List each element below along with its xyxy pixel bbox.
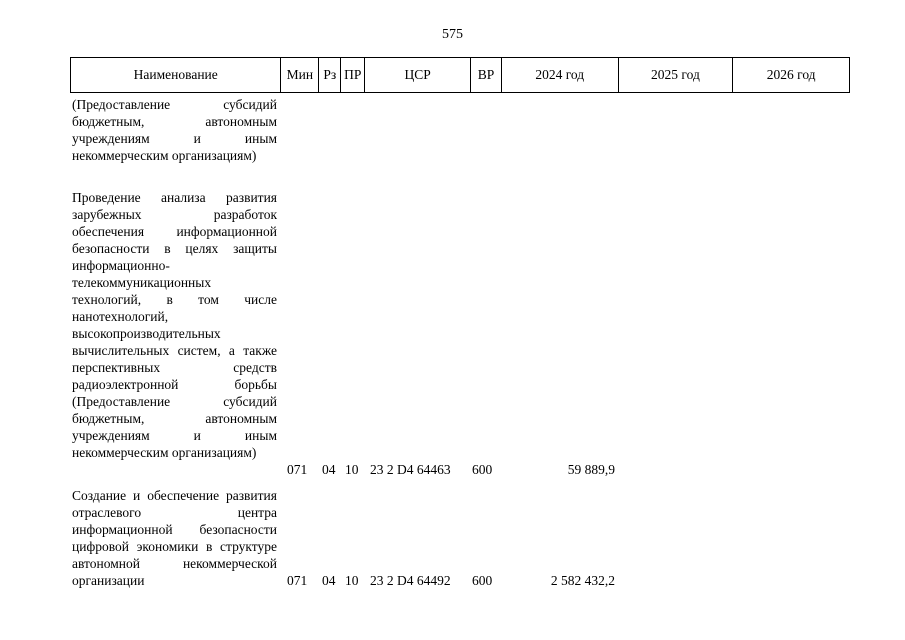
- header-pr: ПР: [341, 58, 365, 92]
- table-cell-2024: 2 582 432,2: [550, 573, 615, 588]
- header-min: Мин: [281, 58, 319, 92]
- table-cell-csr: 23 2 D4 64492: [370, 573, 451, 588]
- table-cell-rz: 04: [322, 573, 336, 588]
- table-row-name: (Предоставление субсидий бюджетным, автономным учреждениям и иным некоммерческим организациям): [72, 97, 277, 163]
- table-cell-vr: 600: [472, 573, 493, 588]
- table-cell-min: 071: [287, 462, 308, 477]
- table-cell-min: 071: [287, 573, 308, 588]
- table-cell-csr: 23 2 D4 64463: [370, 462, 451, 477]
- table-cell-rz: 04: [322, 462, 336, 477]
- table-cell-pr: 10: [345, 462, 359, 477]
- table-row-name: Проведение анализа развития зарубежных разработок обеспечения информационной безопасности в целях защиты информационно-телекоммуникационных технологий, в том числе нанотехнологий, высокопроизводительных вычислительных систем, а также перспективных средств радиоэлектронной борьбы (Предоставление субсидий бюджетным, автономным учреждениям и иным некоммерческим организациям): [72, 190, 277, 460]
- header-csr: ЦСР: [365, 58, 471, 92]
- page-number: 575: [442, 27, 463, 42]
- table-cell-2024: 59 889,9: [567, 462, 615, 477]
- header-name: Наименование: [71, 58, 281, 92]
- header-2024: 2024 год: [502, 58, 619, 92]
- header-rz: Рз: [319, 58, 341, 92]
- table-cell-pr: 10: [345, 573, 359, 588]
- table-header: [70, 57, 850, 93]
- table-row-name: Создание и обеспечение развития отраслевого центра информационной безопасности цифровой экономики в структуре автономной некоммерческой организации: [72, 488, 277, 588]
- header-2025: 2025 год: [619, 58, 734, 92]
- header-2026: 2026 год: [766, 67, 816, 82]
- header-vr: ВР: [471, 58, 502, 92]
- table-cell-vr: 600: [472, 462, 493, 477]
